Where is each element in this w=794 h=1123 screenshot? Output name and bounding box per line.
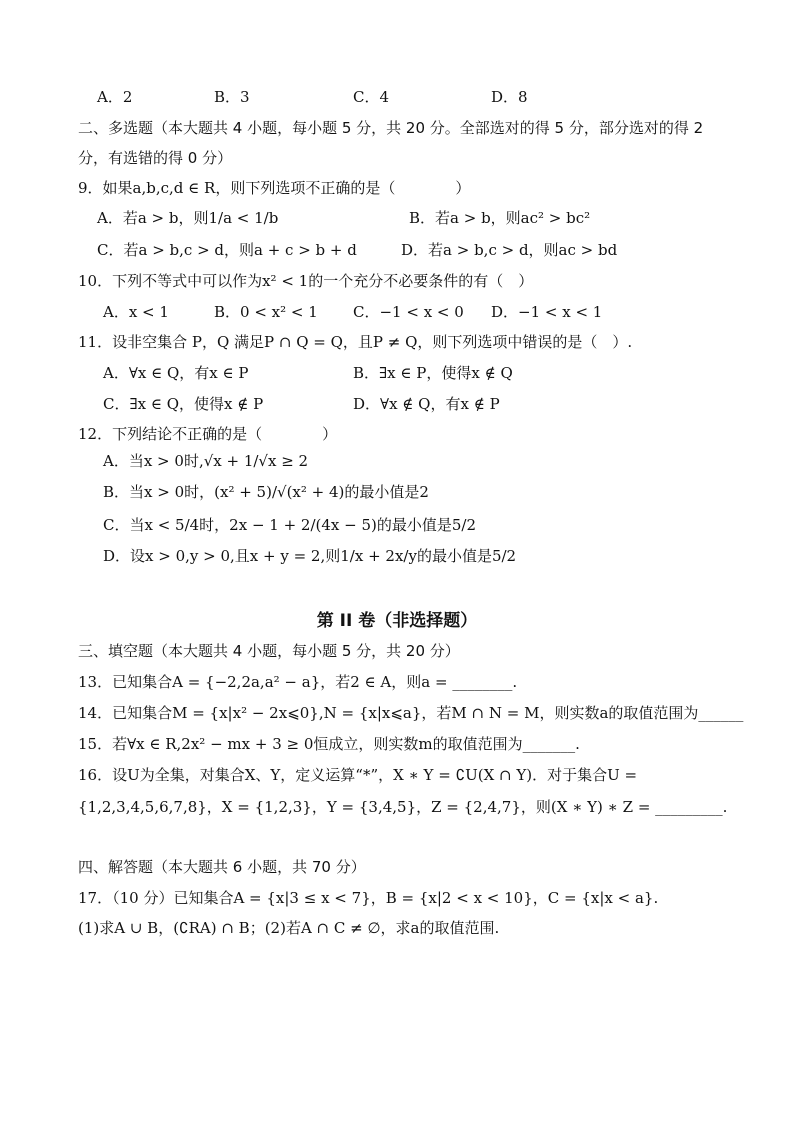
- q10-option-a: A．x < 1: [103, 303, 169, 321]
- q16-text-line1: 16．设U为全集，对集合X、Y，定义运算“*”，X ∗ Y = ∁U(X ∩ Y)．对于集合U =: [78, 766, 638, 784]
- q10-option-c: C．−1 < x < 0: [353, 303, 464, 321]
- section4-heading: 四、解答题（本大题共 6 小题，共 70 分）: [78, 858, 366, 876]
- q9-option-d: D．若a > b,c > d，则ac > bd: [401, 241, 618, 259]
- q9-option-a: A．若a > b，则1/a < 1/b: [97, 209, 279, 227]
- q13-text: 13．已知集合A = {−2,2a,a² − a}，若2 ∈ A，则a = ________.: [78, 673, 518, 691]
- q11-stem: 11．设非空集合 P，Q 满足P ∩ Q = Q，且P ≠ Q，则下列选项中错误的是（ ）.: [78, 333, 633, 351]
- q15-text: 15．若∀x ∈ R,2x² − mx + 3 ≥ 0恒成立，则实数m的取值范围为_______.: [78, 735, 580, 753]
- q9-option-b: B．若a > b，则ac² > bc²: [409, 209, 591, 227]
- q17-text-line2: (1)求A ∪ B，(∁RA) ∩ B；(2)若A ∩ C ≠ ∅，求a的取值范围.: [78, 919, 500, 937]
- prev-option-b: B．3: [214, 88, 250, 106]
- q17-text-line1: 17．（10 分）已知集合A = {x|3 ≤ x < 7}，B = {x|2 < x < 10}，C = {x|x < a}.: [78, 889, 659, 907]
- q12-option-c: C．当x < 5/4时，2x − 1 + 2/(4x − 5)的最小值是5/2: [103, 516, 477, 534]
- section2-heading-line1: 二、多选题（本大题共 4 小题，每小题 5 分，共 20 分。全部选对的得 5 分，部分选对的得 2: [78, 119, 704, 137]
- prev-option-d: D．8: [491, 88, 528, 106]
- q9-option-c: C．若a > b,c > d，则a + c > b + d: [97, 241, 357, 259]
- q10-stem: 10．下列不等式中可以作为x² < 1的一个充分不必要条件的有（ ）: [78, 272, 534, 290]
- q12-stem: 12．下列结论不正确的是（ ）: [78, 425, 338, 443]
- prev-option-a: A．2: [97, 88, 133, 106]
- q12-option-d: D．设x > 0,y > 0,且x + y = 2,则1/x + 2x/y的最小值是5/2: [103, 547, 517, 565]
- q11-option-b: B．∃x ∈ P，使得x ∉ Q: [353, 364, 513, 382]
- q12-option-a: A．当x > 0时,√x + 1/√x ≥ 2: [103, 452, 309, 470]
- part2-title: 第 II 卷（非选择题）: [316, 611, 478, 631]
- prev-option-c: C．4: [353, 88, 390, 106]
- q12-option-b: B．当x > 0时，(x² + 5)/√(x² + 4)的最小值是2: [103, 483, 429, 501]
- section3-heading: 三、填空题（本大题共 4 小题，每小题 5 分，共 20 分）: [78, 642, 460, 660]
- q9-stem: 9．如果a,b,c,d ∈ R，则下列选项不正确的是（ ）: [78, 179, 471, 197]
- q11-option-d: D．∀x ∉ Q，有x ∉ P: [353, 395, 500, 413]
- q11-option-a: A．∀x ∈ Q，有x ∈ P: [103, 364, 249, 382]
- q10-option-b: B．0 < x² < 1: [214, 303, 318, 321]
- q14-text: 14．已知集合M = {x|x² − 2x⩽0},N = {x|x⩽a}，若M ∩ N = M，则实数a的取值范围为______: [78, 704, 744, 722]
- q16-text-line2: {1,2,3,4,5,6,7,8}，X = {1,2,3}，Y = {3,4,5}，Z = {2,4,7}，则(X ∗ Y) ∗ Z = _________.: [78, 798, 728, 816]
- q11-option-c: C．∃x ∈ Q，使得x ∉ P: [103, 395, 264, 413]
- section2-heading-line2: 分，有选错的得 0 分）: [78, 149, 233, 167]
- q10-option-d: D．−1 < x < 1: [491, 303, 603, 321]
